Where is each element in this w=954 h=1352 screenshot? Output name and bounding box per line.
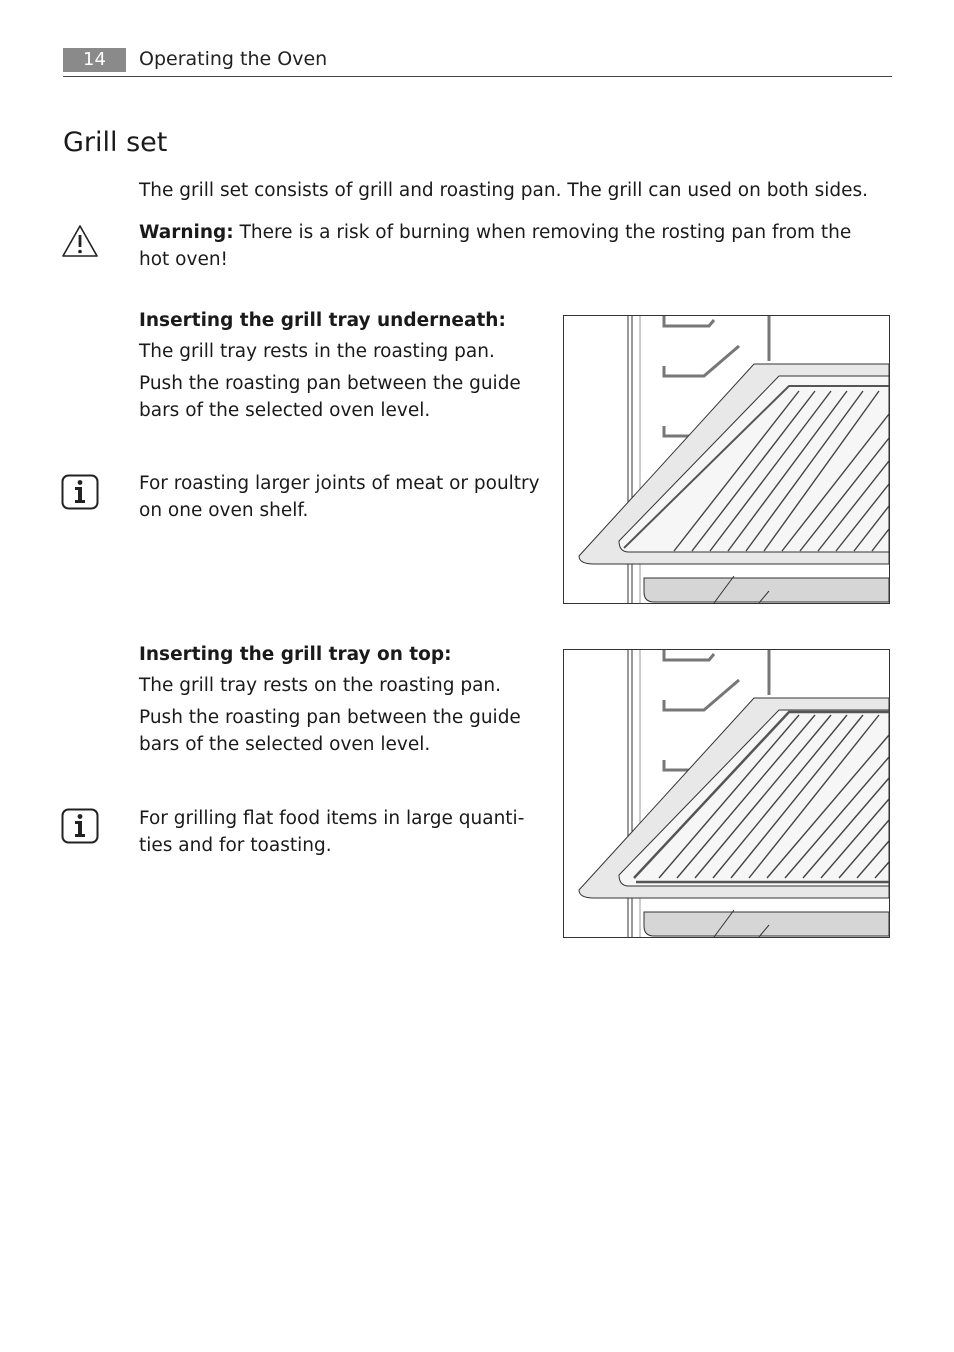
on-top-tip-line2: ties and for toasting. [139,835,332,856]
underneath-tip-line2: on one oven shelf. [139,500,309,521]
warning-label: Warning: [139,222,234,243]
figure-grill-underneath [563,315,890,604]
on-top-line1: The grill tray rests on the roasting pan. [139,675,502,696]
warning-triangle-icon [61,224,99,262]
underneath-heading: Inserting the grill tray underneath: [139,310,506,331]
on-top-line2b: bars of the selected oven level. [139,734,431,755]
page-header [63,46,892,77]
on-top-tip [139,805,524,859]
underneath-instructions [139,370,521,424]
intro-text: The grill set consists of grill and roasting pan. The grill can used on both sides. [139,180,869,201]
on-top-heading: Inserting the grill tray on top: [139,644,452,665]
underneath-tip [139,470,540,524]
page-title: Grill set [63,127,168,158]
info-icon [61,808,99,848]
underneath-tip-line1: For roasting larger joints of meat or poultry [139,473,540,494]
page-number: 14 [63,48,126,72]
underneath-line2a: Push the roasting pan between the guide [139,373,521,394]
on-top-line2a: Push the roasting pan between the guide [139,707,521,728]
figure-grill-on-top [563,649,890,938]
underneath-line1: The grill tray rests in the roasting pan. [139,341,495,362]
warning-line-2: hot oven! [139,249,228,270]
warning-text [139,219,851,273]
warning-line-1: There is a risk of burning when removing the rosting pan from the [233,222,852,243]
on-top-tip-line1: For grilling flat food items in large quanti- [139,808,525,829]
underneath-line2b: bars of the selected oven level. [139,400,431,421]
section-name: Operating the Oven [139,48,328,70]
info-icon [61,474,99,514]
on-top-instructions [139,704,521,758]
